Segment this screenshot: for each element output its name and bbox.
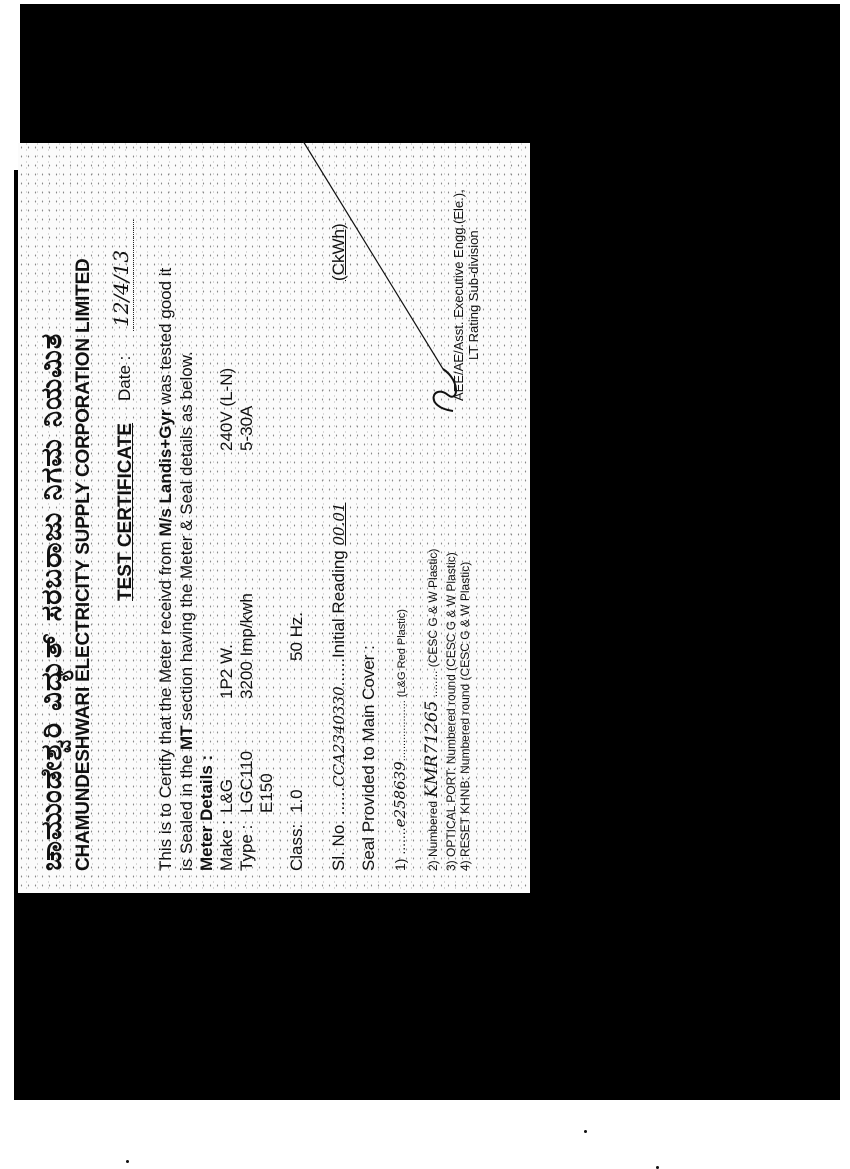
meter-details-heading: Meter Details : bbox=[197, 754, 216, 871]
meter-constant: 3200 Imp/kwh bbox=[237, 593, 256, 699]
certificate-title: TEST CERTIFICATE bbox=[115, 422, 136, 601]
seal-item-label: 4) RESET KHNB: Numbered round (CESC G & W Plastic) bbox=[458, 561, 472, 871]
reading-unit: (CkWh) bbox=[329, 223, 348, 281]
statement-text: is Sealed in the bbox=[177, 750, 196, 871]
type-model-value: E150 bbox=[257, 773, 276, 813]
certificate-statement bbox=[155, 161, 197, 871]
seal-list bbox=[393, 161, 543, 871]
maker-name: M/s Landis+Gyr bbox=[156, 409, 175, 537]
type-label: Type : bbox=[237, 824, 256, 871]
scan-margin bbox=[0, 0, 20, 170]
seal-heading: Seal Provided to Main Cover : bbox=[359, 645, 378, 871]
make-label: Make : bbox=[217, 819, 236, 871]
make-value: L&G bbox=[217, 778, 236, 813]
test-certificate-card bbox=[18, 143, 530, 893]
certificate-content bbox=[18, 143, 530, 893]
class-value: 1.0 bbox=[287, 789, 306, 813]
current-value: 5-30A bbox=[237, 405, 256, 451]
kannada-company-name: ಚಾಮುಂಡೇಶ್ವರಿ ವಿದ್ಯುತ್ ಸರಬರಾಜು ನಿಗಮ ನಿಯಮಿತ bbox=[34, 332, 68, 871]
class-label: Class: bbox=[287, 823, 306, 871]
voltage-value: 240V (L-N) bbox=[217, 367, 236, 451]
type-value: LGC110 bbox=[237, 750, 256, 813]
scan-speck bbox=[584, 1130, 587, 1133]
date-value: 12/4/13 bbox=[109, 220, 134, 331]
company-name: CHAMUNDESHWARI ELECTRICITY SUPPLY CORPORATION LIMITED bbox=[73, 258, 94, 871]
initial-reading-value: 00.01 bbox=[330, 502, 348, 546]
statement-text: section having the Meter & Seal details as below. bbox=[177, 351, 196, 726]
seal-type: .................... (L&G Red Plastic) bbox=[396, 609, 408, 762]
seal-item: 2) Numbered KMR71265 ........ (CESC G & W Plastic) bbox=[422, 548, 442, 871]
serial-number: CCA2340330 bbox=[330, 686, 348, 787]
serial-label: Sl. No. ...... bbox=[329, 786, 348, 871]
signatory-office: LT Rating Sub-division bbox=[466, 230, 481, 360]
seal-item-label: 3) OPTICAL PORT: Numbered round (CESC G & W Plastic) bbox=[444, 552, 458, 871]
statement-text: was tested good it bbox=[156, 267, 175, 410]
seal-number: KMR71265 bbox=[422, 700, 442, 798]
seal-type: (CESC G & W Plastic) bbox=[426, 548, 440, 668]
scan-speck bbox=[126, 1160, 129, 1163]
statement-text: This is to Certify that the Meter receivd from bbox=[156, 536, 175, 871]
signature-stroke bbox=[283, 131, 483, 431]
section-name: MT bbox=[177, 725, 196, 751]
seal-number: e258639 bbox=[391, 761, 409, 828]
meter-labels bbox=[197, 751, 307, 871]
seal-item-label: 2) Numbered bbox=[426, 800, 440, 871]
date-label: Date : bbox=[115, 355, 134, 401]
title-row bbox=[109, 161, 149, 871]
phase-value: 1P2 W. bbox=[217, 644, 236, 699]
signatory-title: AEE/AE/Asst. Executive Engg.(Ele.), bbox=[451, 189, 466, 401]
seal-item-label: 1) ....... bbox=[392, 827, 408, 871]
meter-ratings bbox=[217, 368, 257, 451]
initial-reading-label: ......Initial Reading bbox=[329, 550, 348, 687]
meter-specs bbox=[217, 593, 307, 699]
frequency-value: 50 Hz. bbox=[287, 611, 306, 661]
